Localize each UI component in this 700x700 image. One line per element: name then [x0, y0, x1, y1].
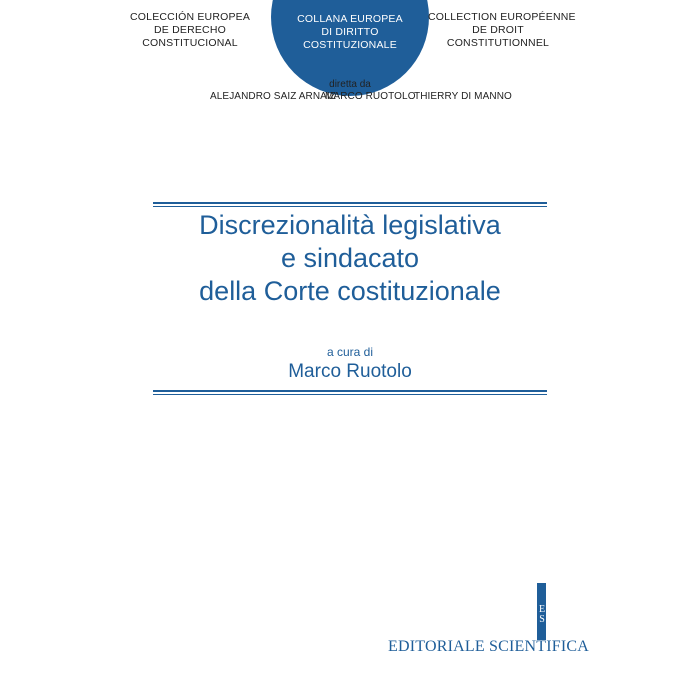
top-divider	[153, 202, 547, 207]
series-name-line: COLECCIÓN EUROPEA	[130, 11, 251, 23]
series-name-french	[428, 11, 576, 50]
series-director: ALEJANDRO SAIZ ARNAIZ	[210, 91, 337, 102]
series-name-line: CONSTITUCIONAL	[142, 37, 238, 49]
series-name-italian	[271, 13, 429, 52]
publisher-logo-letter: S	[539, 614, 545, 625]
directed-by-label: diretta da	[329, 79, 371, 90]
curated-by-label: a cura di	[326, 345, 374, 359]
bottom-divider	[153, 390, 547, 395]
series-director: THIERRY DI MANNO	[414, 91, 512, 102]
series-name-line: CONSTITUTIONNEL	[446, 37, 550, 49]
series-name-line: DE DROIT	[472, 24, 524, 36]
series-name-spanish	[130, 11, 250, 50]
series-name-line: COLLECTION EUROPÉENNE	[428, 11, 576, 23]
publisher-name: EDITORIALE SCIENTIFICA	[388, 638, 589, 655]
book-title	[120, 209, 580, 308]
book-title-line: e sindacato	[280, 243, 420, 273]
series-name-line: COLLANA EUROPEA	[297, 13, 403, 25]
series-name-line: DI DIRITTO	[321, 26, 379, 38]
series-name-line: DE DERECHO	[153, 24, 226, 36]
series-name-line: COSTITUZIONALE	[303, 39, 397, 51]
publisher-logo-letter: E	[538, 604, 546, 615]
book-title-line: della Corte costituzionale	[199, 276, 501, 306]
series-director: MARCO RUOTOLO	[325, 91, 416, 102]
book-title-line: Discrezionalità legislativa	[199, 210, 501, 240]
editor-name: Marco Ruotolo	[288, 361, 412, 382]
